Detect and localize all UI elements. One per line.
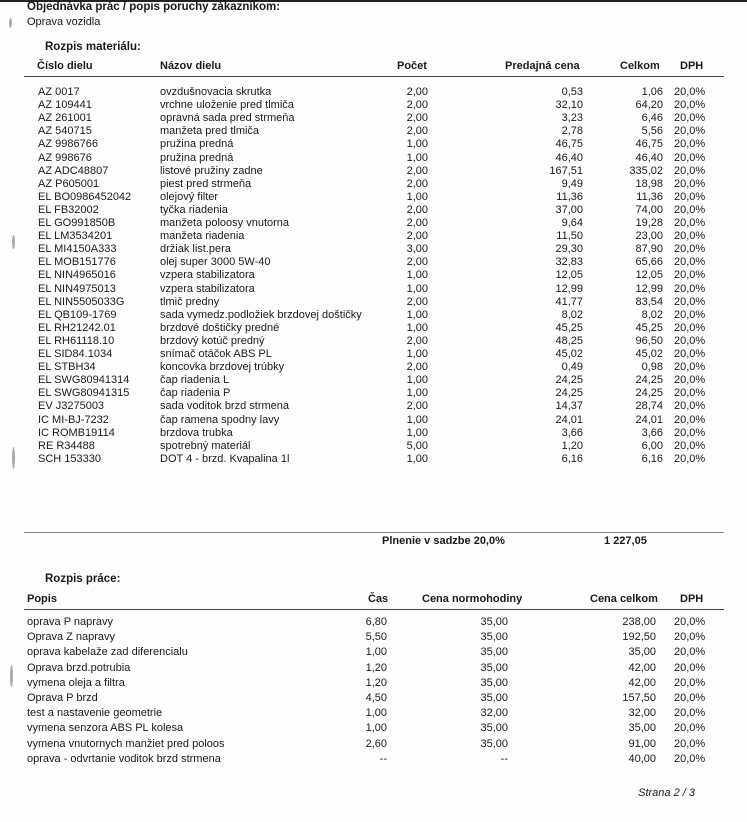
labor-rate-cell: 35,00 [480,737,508,750]
part-name-cell: koncovka brzdovej trúbky [160,361,285,374]
col-description: Popis [27,593,57,605]
col-quantity: Počet [397,60,427,72]
part-number-cell: EL RH61118.10 [38,334,115,347]
part-name-cell: čap riadenia P [160,387,231,400]
unit-price-cell: 29,30 [555,243,583,256]
quantity-cell: 1,00 [406,452,428,465]
unit-price-cell: 11,50 [556,230,583,243]
col-labor-vat: DPH [680,593,704,605]
labor-description-cell: oprava - odvrtanie voditok brzd strmena [27,752,221,765]
labor-description-cell: Oprava Z napravy [27,631,116,644]
total-cell: 74,00 [635,203,663,216]
part-number-cell: EL MOB151776 [38,256,116,269]
quantity-cell: 2,00 [406,217,428,229]
quantity-cell: 5,00 [406,439,428,452]
labor-vat-cell: 20,0% [674,722,706,735]
labor-description-cell: vymena oleja a filtra [27,676,125,689]
material-row [0,335,747,348]
labor-row [0,722,747,735]
total-cell: 12,99 [635,282,663,295]
labor-time-cell: 1,00 [365,707,387,720]
col-hourly-rate: Cena normohodiny [422,593,523,605]
col-vat: DPH [680,60,704,72]
col-part-number: Číslo dielu [37,60,93,72]
part-name-cell: olejový filter [160,190,219,203]
total-cell: 96,50 [635,334,663,347]
total-cell: 46,40 [635,151,663,164]
total-cell: 24,25 [635,374,663,387]
labor-total-cell: 192,50 [622,631,656,644]
part-name-cell: ovzdušnovacia skrutka [160,86,272,98]
unit-price-cell: 46,40 [555,151,583,164]
quantity-cell: 2,00 [406,164,428,177]
material-row [0,361,747,374]
material-row [0,230,747,243]
materials-total-value: 1 227,05 [604,535,647,547]
part-name-cell: manžeta pred tlmiča [160,125,260,138]
unit-price-cell: 14,37 [555,400,583,413]
part-number-cell: AZ 0017 [38,86,80,98]
part-number-cell: AZ 9986766 [38,138,98,151]
labor-time-cell: 4,50 [365,692,387,704]
part-number-cell: EL FB32002 [38,203,99,216]
quantity-cell: 1,00 [406,308,428,321]
labor-rate-cell: 35,00 [480,676,508,689]
total-cell: 11,36 [636,190,663,203]
labor-vat-cell: 20,0% [674,661,706,674]
labor-time-cell: 5,50 [365,631,387,644]
materials-total-rule [24,532,724,533]
total-cell: 1,06 [641,86,663,98]
quantity-cell: 2,00 [406,334,428,347]
total-cell: 87,90 [635,243,663,256]
part-name-cell: olej super 3000 5W-40 [160,256,271,269]
materials-total-label: Plnenie v sadzbe 20,0% [382,535,505,547]
vat-cell: 20,0% [674,269,706,282]
quantity-cell: 1,00 [406,282,428,295]
order-description: Oprava vozidla [27,16,101,28]
total-cell: 83,54 [635,295,663,308]
total-cell: 24,01 [635,413,663,426]
total-cell: 6,16 [641,452,663,465]
total-cell: 8,02 [641,308,663,321]
labor-row [0,631,747,644]
labor-total-cell: 42,00 [628,661,656,674]
labor-description-cell: Oprava P brzd [27,692,98,704]
labor-row [0,738,747,751]
labor-vat-cell: 20,0% [674,692,706,704]
unit-price-cell: 9,64 [561,217,583,229]
total-cell: 3,66 [641,426,663,439]
part-name-cell: vrchne uloženie pred tlmiča [160,99,294,112]
part-number-cell: EL SWG80941315 [38,387,130,400]
unit-price-cell: 0,49 [561,361,583,374]
vat-cell: 20,0% [674,112,706,125]
part-name-cell: čap riadenia L [160,374,230,387]
unit-price-cell: 48,25 [555,334,583,347]
material-row [0,217,747,230]
quantity-cell: 1,00 [406,321,428,334]
quantity-cell: 2,00 [406,256,428,269]
labor-description-cell: oprava kabelaže zad diferencialu [27,646,188,659]
part-number-cell: AZ 540715 [38,125,92,138]
vat-cell: 20,0% [674,86,706,98]
vat-cell: 20,0% [674,452,706,465]
part-number-cell: EL NIN4975013 [38,282,116,295]
labor-description-cell: vymena senzora ABS PL kolesa [27,722,184,735]
material-row [0,374,747,387]
part-name-cell: piest pred strmeňa [160,177,252,190]
total-cell: 65,66 [635,256,663,269]
labor-vat-cell: 20,0% [674,646,706,659]
col-part-name: Názov dielu [160,60,222,72]
labor-description-cell: vymena vnutornych manžiet pred poloos [27,737,225,750]
total-cell: 0,98 [641,361,663,374]
quantity-cell: 2,00 [406,125,428,138]
labor-total-cell: 40,00 [628,752,656,765]
labor-vat-cell: 20,0% [674,752,706,765]
part-number-cell: EL MI4150A333 [38,243,117,256]
material-row [0,165,747,178]
vat-cell: 20,0% [674,230,706,243]
quantity-cell: 2,00 [406,203,428,216]
part-number-cell: RE R34488 [38,439,95,452]
vat-cell: 20,0% [674,400,706,413]
labor-rate-cell: 35,00 [480,646,508,659]
vat-cell: 20,0% [674,308,706,321]
vat-cell: 20,0% [674,334,706,347]
labor-total-cell: 157,50 [622,692,656,704]
labor-rate-cell: 35,00 [480,616,508,628]
part-name-cell: brzdový kotúč predný [160,334,265,347]
labor-row [0,662,747,675]
unit-price-cell: 41,77 [555,295,583,308]
material-row [0,256,747,269]
labor-row [0,692,747,705]
quantity-cell: 1,00 [406,374,428,387]
quantity-cell: 1,00 [406,387,428,400]
part-number-cell: EL QB109-1769 [38,308,117,321]
quantity-cell: 2,00 [406,86,428,98]
unit-price-cell: 2,78 [561,125,583,138]
material-row [0,204,747,217]
material-row [0,309,747,322]
unit-price-cell: 12,99 [555,282,583,295]
total-cell: 24,25 [635,387,663,400]
total-cell: 5,56 [641,125,663,138]
labor-vat-cell: 20,0% [674,676,706,689]
scan-artifact [9,18,12,28]
unit-price-cell: 24,25 [555,387,583,400]
vat-cell: 20,0% [674,177,706,190]
quantity-cell: 1,00 [406,138,428,151]
material-row [0,296,747,309]
part-number-cell: EL BO0986452042 [38,190,132,203]
part-number-cell: AZ ADC48807 [38,164,109,177]
part-number-cell: EL GO991850B [38,217,116,229]
part-name-cell: sada vymedz.podložiek brzdovej doštičky [160,308,362,321]
part-name-cell: opravná sada pred strmeňa [160,112,295,125]
labor-description-cell: test a nastavenie geometrie [27,707,163,720]
material-row [0,400,747,413]
part-name-cell: tyčka riadenia [160,203,228,216]
part-number-cell: SCH 153330 [38,452,101,465]
material-row [0,414,747,427]
material-row [0,348,747,361]
part-number-cell: AZ P605001 [38,177,100,190]
labor-description-cell: oprava P napravy [27,616,114,628]
labor-time-cell: 1,20 [365,676,387,689]
part-name-cell: sada voditok brzd strmena [160,400,290,413]
total-cell: 23,00 [635,230,663,243]
quantity-cell: 1,00 [406,413,428,426]
material-row [0,86,747,99]
labor-rate-cell: 35,00 [480,692,508,704]
unit-price-cell: 45,25 [555,321,583,334]
total-cell: 12,05 [635,269,663,282]
col-time: Čas [368,593,389,605]
quantity-cell: 2,00 [406,400,428,413]
vat-cell: 20,0% [674,151,706,164]
labor-total-cell: 238,00 [622,616,656,628]
materials-header-rule [24,76,724,77]
part-name-cell: pružina predná [160,138,234,151]
part-number-cell: AZ 998676 [38,151,92,164]
unit-price-cell: 9,49 [561,177,583,190]
unit-price-cell: 6,16 [561,452,583,465]
page-number: Strana 2 / 3 [638,787,695,799]
quantity-cell: 3,00 [406,243,428,256]
part-number-cell: AZ 109441 [38,99,92,112]
labor-total-cell: 35,00 [628,722,656,735]
unit-price-cell: 8,02 [561,308,583,321]
material-row [0,152,747,165]
labor-time-cell: -- [379,752,387,765]
vat-cell: 20,0% [674,99,706,112]
labor-time-cell: 1,00 [365,722,387,735]
part-number-cell: IC MI-BJ-7232 [38,413,109,426]
vat-cell: 20,0% [674,256,706,269]
quantity-cell: 1,00 [406,190,428,203]
unit-price-cell: 1,20 [561,439,583,452]
quantity-cell: 1,00 [406,151,428,164]
labor-section-title: Rozpis práce: [45,573,121,585]
materials-section-title: Rozpis materiálu: [45,41,141,53]
material-row [0,99,747,112]
total-cell: 46,75 [635,138,663,151]
part-name-cell: držiak list.pera [160,243,231,256]
material-row [0,191,747,204]
vat-cell: 20,0% [674,138,706,151]
labor-row [0,707,747,720]
part-name-cell: spotrebný materiál [160,439,251,452]
part-name-cell: čap ramena spodny lavy [160,413,280,426]
labor-time-cell: 1,00 [365,646,387,659]
unit-price-cell: 3,23 [561,112,583,125]
quantity-cell: 2,00 [406,177,428,190]
vat-cell: 20,0% [674,426,706,439]
vat-cell: 20,0% [674,387,706,400]
unit-price-cell: 11,36 [556,190,583,203]
quantity-cell: 1,00 [406,269,428,282]
quantity-cell: 2,00 [406,361,428,374]
labor-time-cell: 1,20 [365,661,387,674]
part-number-cell: EL RH21242.01 [38,321,116,334]
part-name-cell: brzdové doštičky predné [160,321,280,334]
material-row [0,112,747,125]
unit-price-cell: 32,83 [555,256,583,269]
labor-total-cell: 91,00 [628,737,656,750]
quantity-cell: 1,00 [406,426,428,439]
unit-price-cell: 0,53 [561,86,583,98]
part-number-cell: EL SID84.1034 [38,348,113,360]
part-number-cell: IC ROMB19114 [38,426,115,439]
quantity-cell: 2,00 [406,230,428,243]
scan-artifact [12,235,15,249]
unit-price-cell: 37,00 [555,203,583,216]
part-name-cell: manžeta riadenia [160,230,245,243]
labor-rate-cell: 35,00 [480,661,508,674]
material-row [0,387,747,400]
labor-rate-cell: 32,00 [480,707,508,720]
material-row [0,453,747,466]
labor-header-rule [24,609,724,610]
part-number-cell: EL SWG80941314 [38,374,130,387]
material-row [0,243,747,256]
unit-price-cell: 3,66 [561,426,583,439]
material-row [0,125,747,138]
total-cell: 6,00 [641,439,663,452]
total-cell: 45,02 [635,348,663,360]
unit-price-cell: 167,51 [549,164,583,177]
vat-cell: 20,0% [674,374,706,387]
part-name-cell: vzpera stabilizatora [160,269,255,282]
total-cell: 6,46 [641,112,663,125]
labor-description-cell: Oprava brzd.potrubia [27,661,131,674]
part-name-cell: DOT 4 - brzd. Kvapalina 1l [160,452,290,465]
labor-rate-cell: 35,00 [480,722,508,735]
part-name-cell: vzpera stabilizatora [160,282,255,295]
order-title: Objednávka prác / popis poruchy zákazníkom: [27,1,281,13]
material-row [0,283,747,296]
scan-artifact [10,665,13,687]
vat-cell: 20,0% [674,439,706,452]
labor-vat-cell: 20,0% [674,707,706,720]
labor-time-cell: 2,60 [365,737,387,750]
part-name-cell: tlmič predny [160,295,220,308]
labor-rate-cell: -- [500,752,508,765]
unit-price-cell: 24,25 [555,374,583,387]
labor-vat-cell: 20,0% [674,737,706,750]
vat-cell: 20,0% [674,125,706,138]
labor-vat-cell: 20,0% [674,631,706,644]
part-name-cell: manžeta poloosy vnutorna [160,217,290,229]
quantity-cell: 2,00 [406,112,428,125]
labor-total-cell: 42,00 [628,676,656,689]
vat-cell: 20,0% [674,217,706,229]
col-unit-price: Predajná cena [505,60,580,72]
unit-price-cell: 24,01 [555,413,583,426]
vat-cell: 20,0% [674,348,706,360]
quantity-cell: 2,00 [406,295,428,308]
unit-price-cell: 12,05 [555,269,583,282]
part-number-cell: AZ 261001 [38,112,92,125]
vat-cell: 20,0% [674,321,706,334]
labor-row [0,616,747,629]
total-cell: 28,74 [635,400,663,413]
labor-total-cell: 32,00 [628,707,656,720]
vat-cell: 20,0% [674,413,706,426]
material-row [0,322,747,335]
material-row [0,440,747,453]
material-row [0,178,747,191]
part-name-cell: brzdova trubka [160,426,233,439]
labor-row [0,677,747,690]
vat-cell: 20,0% [674,164,706,177]
material-row [0,427,747,440]
total-cell: 19,28 [635,217,663,229]
quantity-cell: 2,00 [406,99,428,112]
part-name-cell: pružina predná [160,151,234,164]
labor-vat-cell: 20,0% [674,616,706,628]
col-labor-total: Cena celkom [590,593,658,605]
part-number-cell: EL NIN4965016 [38,269,116,282]
quantity-cell: 1,00 [406,348,428,360]
labor-row [0,753,747,766]
total-cell: 45,25 [635,321,663,334]
material-row [0,138,747,151]
total-cell: 335,02 [629,164,663,177]
unit-price-cell: 32,10 [555,99,583,112]
vat-cell: 20,0% [674,295,706,308]
material-row [0,269,747,282]
labor-rate-cell: 35,00 [480,631,508,644]
labor-time-cell: 6,80 [365,616,387,628]
labor-row [0,646,747,659]
scan-artifact [12,447,15,469]
vat-cell: 20,0% [674,203,706,216]
part-number-cell: EL STBH34 [38,361,96,374]
vat-cell: 20,0% [674,282,706,295]
unit-price-cell: 45,02 [555,348,583,360]
col-total: Celkom [620,60,660,72]
part-number-cell: EL NIN5505033G [38,295,125,308]
part-number-cell: EL LM3534201 [38,230,113,243]
vat-cell: 20,0% [674,190,706,203]
part-number-cell: EV J3275003 [38,400,105,413]
vat-cell: 20,0% [674,361,706,374]
part-name-cell: snímač otáčok ABS PL [160,348,272,360]
vat-cell: 20,0% [674,243,706,256]
total-cell: 64,20 [635,99,663,112]
unit-price-cell: 46,75 [555,138,583,151]
part-name-cell: listové pružiny zadne [160,164,263,177]
labor-total-cell: 35,00 [628,646,656,659]
total-cell: 18,98 [635,177,663,190]
